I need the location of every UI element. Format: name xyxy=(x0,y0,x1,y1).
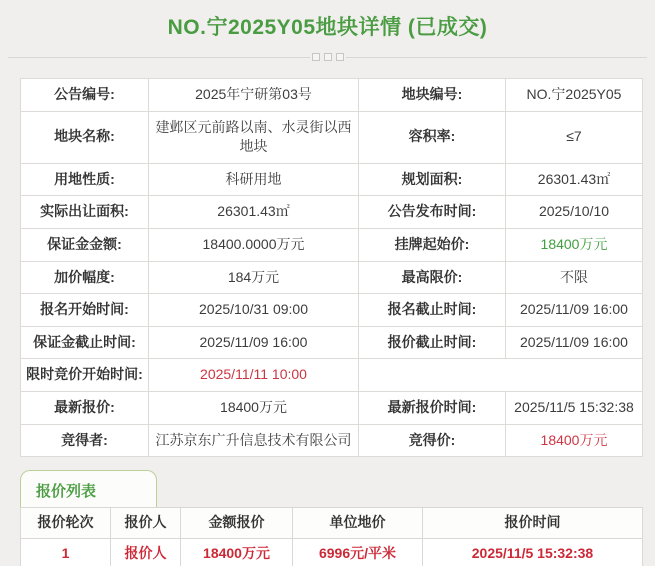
land-detail-table xyxy=(20,78,643,457)
quote-header-bidder: 报价人 xyxy=(111,508,181,539)
quote-unit-price: 6996元/平米 xyxy=(293,538,423,566)
detail-label: 实际出让面积: xyxy=(21,196,149,229)
detail-label: 公告编号: xyxy=(21,79,149,112)
table-row xyxy=(21,359,643,392)
quote-bidder: 报价人 xyxy=(111,538,181,566)
detail-value: 184万元 xyxy=(149,261,359,294)
quote-time: 2025/11/5 15:32:38 xyxy=(423,538,643,566)
detail-value: 科研用地 xyxy=(149,163,359,196)
detail-value: 2025/11/09 16:00 xyxy=(506,294,643,327)
detail-value: 26301.43㎡ xyxy=(506,163,643,196)
detail-label: 最新报价时间: xyxy=(359,391,506,424)
detail-label: 最高限价: xyxy=(359,261,506,294)
detail-label: 挂牌起始价: xyxy=(359,228,506,261)
detail-value: 2025/11/5 15:32:38 xyxy=(506,391,643,424)
quote-header-time: 报价时间 xyxy=(423,508,643,539)
quote-round: 1 xyxy=(21,538,111,566)
table-row xyxy=(21,111,643,163)
detail-label: 容积率: xyxy=(359,111,506,163)
detail-label: 报名截止时间: xyxy=(359,294,506,327)
detail-label: 竞得价: xyxy=(359,424,506,457)
table-row xyxy=(21,294,643,327)
detail-value: 建邺区元前路以南、水灵街以西地块 xyxy=(149,111,359,163)
detail-value: 2025年宁研第03号 xyxy=(149,79,359,112)
table-row xyxy=(21,261,643,294)
table-row xyxy=(21,424,643,457)
divider-square-icon xyxy=(312,53,320,61)
table-row xyxy=(21,228,643,261)
quote-list-table xyxy=(20,507,643,566)
detail-value-winning-price: 18400万元 xyxy=(506,424,643,457)
detail-label: 限时竞价开始时间: xyxy=(21,359,149,392)
detail-label: 报名开始时间: xyxy=(21,294,149,327)
section-divider xyxy=(8,52,647,62)
quote-header-round: 报价轮次 xyxy=(21,508,111,539)
detail-label: 规划面积: xyxy=(359,163,506,196)
detail-label: 地块名称: xyxy=(21,111,149,163)
quote-header-amount: 金额报价 xyxy=(181,508,293,539)
detail-label: 加价幅度: xyxy=(21,261,149,294)
detail-label: 最新报价: xyxy=(21,391,149,424)
tab-quote-list[interactable] xyxy=(20,470,157,507)
table-row xyxy=(21,163,643,196)
table-row xyxy=(21,391,643,424)
divider-line xyxy=(346,57,648,58)
detail-value: 2025/10/10 xyxy=(506,196,643,229)
page-header xyxy=(0,0,655,41)
detail-value-starting-price: 18400万元 xyxy=(506,228,643,261)
page-title: NO.宁2025Y05地块详情 (已成交) xyxy=(167,16,488,39)
quote-list-section xyxy=(20,470,642,566)
detail-value: ≤7 xyxy=(506,111,643,163)
detail-value: NO.宁2025Y05 xyxy=(506,79,643,112)
detail-value-winner: 江苏京东广升信息技术有限公司 xyxy=(149,424,359,457)
table-row xyxy=(21,79,643,112)
detail-value: 不限 xyxy=(506,261,643,294)
divider-square-icon xyxy=(336,53,344,61)
detail-label: 竞得者: xyxy=(21,424,149,457)
detail-empty-cell xyxy=(359,359,643,392)
table-row xyxy=(21,196,643,229)
detail-value: 18400万元 xyxy=(149,391,359,424)
detail-value: 2025/11/09 16:00 xyxy=(506,326,643,359)
divider-line xyxy=(8,57,310,58)
quote-header-unit-price: 单位地价 xyxy=(293,508,423,539)
detail-value: 26301.43㎡ xyxy=(149,196,359,229)
quote-amount: 18400万元 xyxy=(181,538,293,566)
tab-quote-list-label: 报价列表 xyxy=(36,483,97,501)
detail-label: 公告发布时间: xyxy=(359,196,506,229)
detail-value: 2025/10/31 09:00 xyxy=(149,294,359,327)
detail-label: 保证金金额: xyxy=(21,228,149,261)
detail-label: 报价截止时间: xyxy=(359,326,506,359)
detail-label: 用地性质: xyxy=(21,163,149,196)
table-row xyxy=(21,326,643,359)
quote-header-row xyxy=(21,508,643,539)
detail-label: 保证金截止时间: xyxy=(21,326,149,359)
detail-label: 地块编号: xyxy=(359,79,506,112)
divider-square-icon xyxy=(324,53,332,61)
detail-value: 18400.0000万元 xyxy=(149,228,359,261)
detail-value-auction-start-time: 2025/11/11 10:00 xyxy=(149,359,359,392)
quote-data-row xyxy=(21,538,643,566)
detail-value: 2025/11/09 16:00 xyxy=(149,326,359,359)
